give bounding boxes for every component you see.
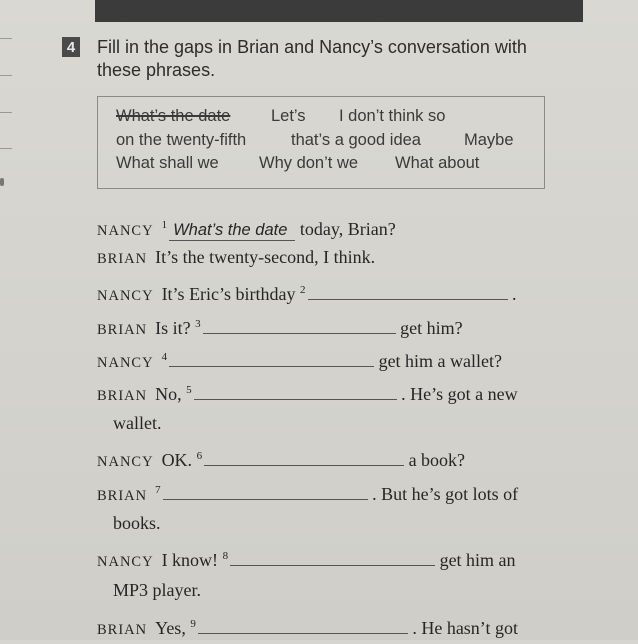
phrase-item: Let’s: [271, 107, 306, 125]
answer-blank[interactable]: [194, 381, 397, 400]
phrase-item: Maybe: [464, 131, 514, 149]
instruction-line: these phrases.: [97, 60, 216, 80]
speaker-name: NANCY: [97, 288, 154, 304]
phrase-item: on the twenty-fifth: [116, 131, 247, 149]
phrase-item: What about: [395, 154, 480, 172]
dialogue-line: [97, 476, 518, 504]
phrase-box: [97, 96, 545, 189]
speaker-name: BRIAN: [97, 388, 148, 404]
speaker-name: NANCY: [97, 554, 154, 570]
gap-number: 5: [186, 384, 192, 396]
dialogue-text: I know!: [161, 550, 223, 570]
phrase-item: What shall we: [116, 154, 219, 172]
speaker-name: BRIAN: [97, 322, 148, 338]
gap-number: 4: [161, 351, 168, 363]
dialogue-line: [97, 376, 518, 404]
dialogue-line: [97, 276, 517, 304]
dialogue-text: . He hasn’t got: [407, 618, 518, 638]
photo-edge: [95, 0, 583, 22]
speaker-name: BRIAN: [97, 488, 148, 504]
dialogue-line: [97, 542, 516, 570]
gap-number: 9: [190, 618, 196, 630]
phrase-item: What’s the date: [116, 107, 231, 125]
dialogue-text: get him an: [435, 550, 516, 570]
gap-number: 6: [196, 450, 203, 462]
exercise-instruction: [97, 36, 597, 82]
dialogue-text: Yes,: [155, 618, 191, 638]
dialogue-text: No,: [155, 384, 187, 404]
answer-blank[interactable]: [169, 348, 374, 367]
dialogue-line: [97, 211, 396, 239]
dialogue-text: books.: [113, 513, 161, 533]
margin-tick: [0, 38, 12, 39]
dialogue-line: [97, 610, 518, 638]
dialogue-text: today, Brian?: [295, 219, 396, 239]
margin-tick: [0, 148, 12, 149]
answer-blank[interactable]: [198, 615, 408, 634]
dialogue-text: get him?: [395, 318, 463, 338]
phrase-item: that’s a good idea: [291, 131, 421, 149]
speaker-name: BRIAN: [97, 622, 148, 638]
filled-answer: What’s the date: [169, 220, 295, 241]
speaker-name: NANCY: [97, 223, 154, 239]
margin-tick: [0, 75, 12, 76]
dialogue-text: a book?: [404, 450, 466, 470]
speaker-name: NANCY: [97, 454, 154, 470]
dialogue-line: [97, 243, 375, 271]
speaker-name: NANCY: [97, 355, 154, 371]
answer-blank[interactable]: [203, 315, 396, 334]
dialogue-text: get him a wallet?: [374, 351, 503, 371]
gap-number: 8: [222, 550, 229, 562]
dialogue-line: [97, 343, 502, 371]
answer-blank[interactable]: [230, 547, 435, 566]
dialogue-text: .: [507, 284, 517, 304]
dialogue-text: It’s Eric’s birthday: [161, 284, 301, 304]
answer-blank[interactable]: [163, 481, 368, 500]
dialogue-text: wallet.: [113, 413, 162, 433]
phrase-item: I don’t think so: [339, 107, 446, 125]
gap-number: 1: [161, 219, 168, 231]
dialogue-text: . He’s got a new: [396, 384, 518, 404]
margin-tick: [0, 112, 12, 113]
answer-blank[interactable]: [204, 447, 404, 466]
exercise-number: 4: [62, 37, 80, 57]
answer-blank[interactable]: [308, 281, 508, 300]
speaker-name: BRIAN: [97, 251, 148, 267]
margin-mark: [0, 178, 4, 186]
dialogue-text: MP3 player.: [113, 580, 201, 600]
dialogue-continuation: [113, 509, 161, 537]
gap-number: 7: [155, 484, 161, 496]
dialogue-continuation: [113, 409, 161, 437]
gap-number: 2: [300, 284, 306, 296]
dialogue-text: . But he’s got lots of: [367, 484, 519, 504]
dialogue-line: [97, 310, 463, 338]
dialogue-text: It’s the twenty-second, I think.: [155, 247, 376, 267]
dialogue-continuation: [113, 576, 201, 604]
phrase-item: Why don’t we: [259, 154, 359, 172]
dialogue-line: [97, 442, 465, 470]
gap-number: 3: [195, 318, 201, 330]
instruction-line: Fill in the gaps in Brian and Nancy’s conversation with: [97, 37, 527, 57]
dialogue-text: OK.: [161, 450, 197, 470]
dialogue-text: Is it?: [155, 318, 196, 338]
